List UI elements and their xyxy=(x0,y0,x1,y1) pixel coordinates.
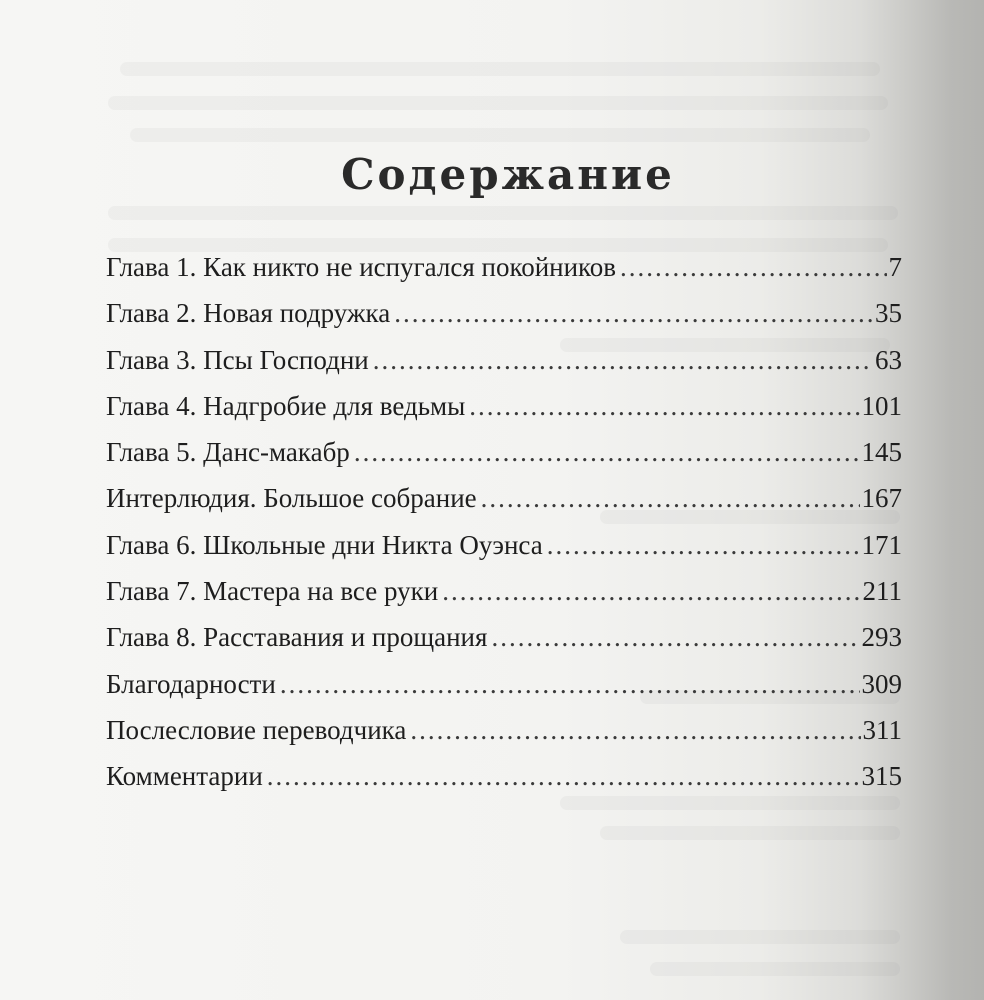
toc-entry-label: Благодарности xyxy=(106,668,276,699)
toc-entry-label: Глава 3. Псы Господни xyxy=(106,344,369,375)
toc-entry[interactable] xyxy=(106,530,902,576)
toc-entry[interactable] xyxy=(106,576,902,622)
toc-entry-page: 211 xyxy=(862,576,902,607)
dot-leader xyxy=(469,391,859,422)
toc-entry[interactable] xyxy=(106,437,902,483)
dot-leader xyxy=(481,483,860,514)
toc-entry[interactable] xyxy=(106,483,902,529)
toc-entry[interactable] xyxy=(106,669,902,715)
toc-entry-label: Глава 6. Школьные дни Никта Оуэнса xyxy=(106,529,543,560)
dot-leader xyxy=(354,437,860,468)
toc-entry-page: 101 xyxy=(861,390,902,421)
toc-entry-page: 309 xyxy=(861,668,902,699)
dot-leader xyxy=(280,669,860,700)
toc-entry-label: Глава 1. Как никто не испугался покойников xyxy=(106,252,617,282)
dot-leader xyxy=(491,622,859,653)
toc-entry-label: Комментарии xyxy=(106,761,263,792)
toc-entry-page: 315 xyxy=(861,761,902,792)
dot-leader xyxy=(373,345,873,376)
toc-entry[interactable] xyxy=(106,345,902,391)
toc-entry-page: 145 xyxy=(861,437,902,468)
toc-entry-label: Послесловие переводчика xyxy=(106,714,407,745)
table-of-contents xyxy=(106,252,902,808)
dot-leader xyxy=(394,298,873,329)
page-title: Содержание xyxy=(341,150,675,199)
toc-entry[interactable] xyxy=(106,622,902,668)
dot-leader xyxy=(410,715,860,746)
toc-entry-page: 63 xyxy=(875,344,902,375)
toc-entry-page: 7 xyxy=(888,252,902,282)
dot-leader xyxy=(267,761,860,792)
toc-entry[interactable] xyxy=(106,761,902,807)
toc-entry-label: Интерлюдия. Большое собрание xyxy=(106,483,477,514)
toc-entry-page: 293 xyxy=(861,622,902,653)
toc-entry-page: 167 xyxy=(861,483,902,514)
toc-entry-page: 311 xyxy=(862,714,902,745)
toc-entry-label: Глава 4. Надгробие для ведьмы xyxy=(106,390,466,421)
toc-entry-label: Глава 2. Новая подружка xyxy=(106,298,391,329)
dot-leader xyxy=(547,530,860,561)
toc-entry-label: Глава 7. Мастера на все руки xyxy=(106,576,439,607)
dot-leader xyxy=(620,252,886,283)
toc-entry[interactable] xyxy=(106,298,902,344)
toc-entry-label: Глава 8. Расставания и прощания xyxy=(106,622,488,653)
toc-entry-label: Глава 5. Данс-макабр xyxy=(106,437,350,468)
dot-leader xyxy=(442,576,860,607)
toc-entry[interactable] xyxy=(106,715,902,761)
toc-entry-page: 35 xyxy=(875,298,902,329)
toc-entry-page: 171 xyxy=(861,529,902,560)
toc-entry[interactable] xyxy=(106,252,902,298)
toc-entry[interactable] xyxy=(106,391,902,437)
